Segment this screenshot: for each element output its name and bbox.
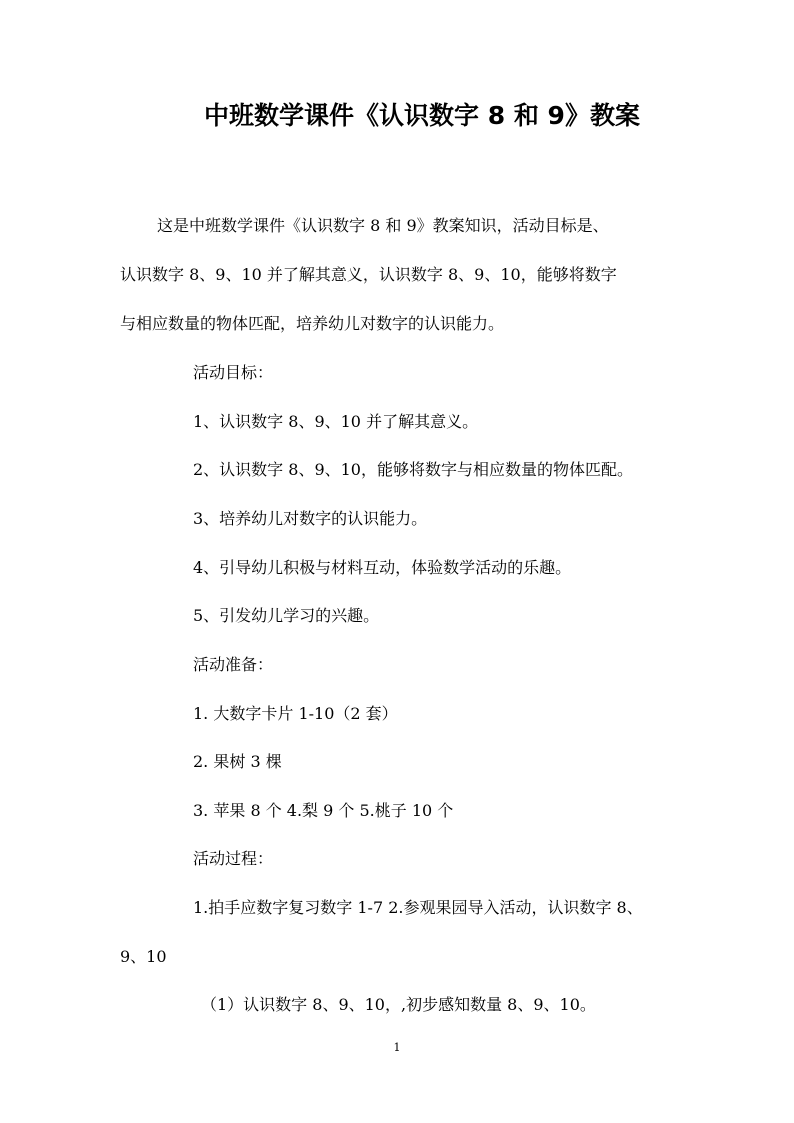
paragraph-intro-line-2: 认识数字 8、9、10 并了解其意义，认识数字 8、9、10，能够将数字 [120, 265, 617, 284]
section-heading-preparation: 活动准备： [193, 655, 274, 674]
paragraph-intro-line-1: 这是中班数学课件《认识数字 8 和 9》教案知识，活动目标是、 [157, 216, 609, 235]
goal-item-3: 3、培养幼儿对数字的认识能力。 [193, 509, 428, 528]
section-heading-process: 活动过程： [193, 849, 274, 868]
paragraph-intro-line-3: 与相应数量的物体匹配，培养幼儿对数字的认识能力。 [120, 314, 505, 333]
goal-item-5: 5、引发幼儿学习的兴趣。 [193, 606, 380, 625]
preparation-item-1: 1. 大数字卡片 1-10（2 套） [193, 704, 398, 723]
goal-item-1: 1、认识数字 8、9、10 并了解其意义。 [193, 412, 479, 431]
preparation-item-2: 2. 果树 3 棵 [193, 752, 282, 771]
goal-item-4: 4、引导幼儿积极与材料互动，体验数学活动的乐趣。 [193, 558, 572, 577]
document-title: 中班数学课件《认识数字 8 和 9》教案 [204, 101, 640, 130]
process-step-1-line-1: 1.拍手应数字复习数字 1-7 2.参观果园导入活动，认识数字 8、 [193, 898, 643, 917]
section-heading-goals: 活动目标： [193, 363, 274, 382]
preparation-item-3: 3. 苹果 8 个 4.梨 9 个 5.桃子 10 个 [193, 801, 454, 820]
goal-item-2: 2、认识数字 8、9、10，能够将数字与相应数量的物体匹配。 [193, 460, 633, 479]
process-step-1-line-2: 9、10 [120, 947, 167, 966]
process-substep-1: （1）认识数字 8、9、10，,初步感知数量 8、9、10。 [201, 995, 596, 1014]
page-number: 1 [393, 1041, 401, 1054]
